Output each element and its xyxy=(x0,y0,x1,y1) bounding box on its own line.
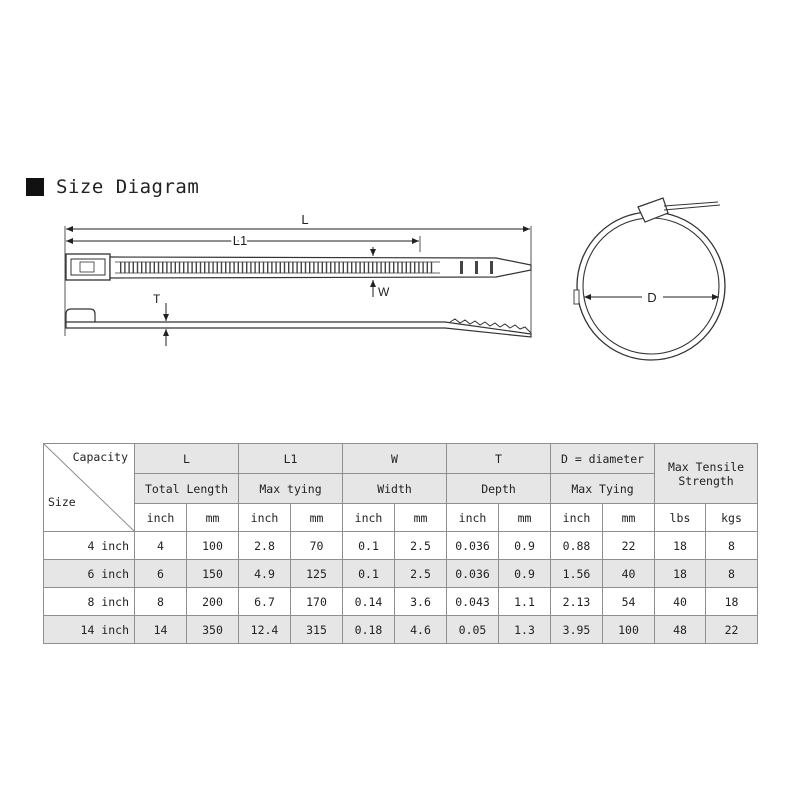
unit-cell: inch xyxy=(239,504,291,532)
table-cell: 0.036 xyxy=(447,560,499,588)
table-cell: 350 xyxy=(187,616,239,644)
row-size-label: 14 inch xyxy=(44,616,135,644)
table-cell: 18 xyxy=(655,532,706,560)
table-cell: 2.13 xyxy=(551,588,603,616)
unit-cell: inch xyxy=(447,504,499,532)
table-row xyxy=(44,532,758,560)
header-row-units xyxy=(44,504,758,532)
table-cell: 0.14 xyxy=(343,588,395,616)
table-cell: 0.9 xyxy=(499,560,551,588)
table-cell: 40 xyxy=(603,560,655,588)
dimension-T xyxy=(153,292,166,346)
table-cell: 3.6 xyxy=(395,588,447,616)
table-cell: 22 xyxy=(706,616,758,644)
looped-tie-view xyxy=(574,198,725,360)
table-cell: 48 xyxy=(655,616,706,644)
table-cell: 315 xyxy=(291,616,343,644)
unit-cell: mm xyxy=(499,504,551,532)
unit-cell: mm xyxy=(603,504,655,532)
dimension-D xyxy=(584,290,719,305)
header-name-total-length: Total Length xyxy=(135,474,239,504)
label-L: L xyxy=(301,212,309,227)
table-cell: 100 xyxy=(187,532,239,560)
unit-cell: inch xyxy=(343,504,395,532)
header-row-names xyxy=(44,474,758,504)
table-cell: 54 xyxy=(603,588,655,616)
corner-cell xyxy=(44,444,135,532)
table-cell: 4.9 xyxy=(239,560,291,588)
unit-cell: mm xyxy=(395,504,447,532)
header-symbol-w: W xyxy=(343,444,447,474)
table-cell: 0.043 xyxy=(447,588,499,616)
unit-cell: inch xyxy=(135,504,187,532)
table-cell: 150 xyxy=(187,560,239,588)
header-name-depth: Depth xyxy=(447,474,551,504)
table-cell: 0.9 xyxy=(499,532,551,560)
unit-cell: mm xyxy=(187,504,239,532)
table-row xyxy=(44,616,758,644)
cable-tie-side-view xyxy=(66,309,531,337)
table-cell: 170 xyxy=(291,588,343,616)
label-L1: L1 xyxy=(232,233,248,248)
header-max-tensile: Max Tensile Strength xyxy=(655,444,758,504)
cable-tie-top-view xyxy=(66,254,531,280)
dimension-L1 xyxy=(66,233,420,252)
table-cell: 2.8 xyxy=(239,532,291,560)
table-cell: 6.7 xyxy=(239,588,291,616)
table-cell: 6 xyxy=(135,560,187,588)
header-name-max-tying-l1: Max tying xyxy=(239,474,343,504)
corner-capacity-label: Capacity xyxy=(72,450,128,464)
table-cell: 0.1 xyxy=(343,560,395,588)
unit-cell: mm xyxy=(291,504,343,532)
table-cell: 4 xyxy=(135,532,187,560)
table-cell: 8 xyxy=(135,588,187,616)
table-cell: 40 xyxy=(655,588,706,616)
label-W: W xyxy=(378,285,390,299)
row-size-label: 6 inch xyxy=(44,560,135,588)
table-cell: 1.3 xyxy=(499,616,551,644)
unit-cell: inch xyxy=(551,504,603,532)
row-size-label: 4 inch xyxy=(44,532,135,560)
table-cell: 3.95 xyxy=(551,616,603,644)
row-size-label: 8 inch xyxy=(44,588,135,616)
header-symbol-l1: L1 xyxy=(239,444,343,474)
table-cell: 0.18 xyxy=(343,616,395,644)
table-cell: 125 xyxy=(291,560,343,588)
table-cell: 18 xyxy=(706,588,758,616)
table-cell: 2.5 xyxy=(395,560,447,588)
table-row xyxy=(44,560,758,588)
table-cell: 100 xyxy=(603,616,655,644)
table-cell: 0.1 xyxy=(343,532,395,560)
size-spec-table xyxy=(43,443,758,644)
label-D: D xyxy=(647,290,657,305)
unit-cell: kgs xyxy=(706,504,758,532)
table-cell: 14 xyxy=(135,616,187,644)
table-cell: 1.56 xyxy=(551,560,603,588)
header-symbol-t: T xyxy=(447,444,551,474)
header-name-max-tying-d: Max Tying xyxy=(551,474,655,504)
corner-size-label: Size xyxy=(48,495,76,509)
header-symbol-d: D = diameter xyxy=(551,444,655,474)
table-cell: 8 xyxy=(706,560,758,588)
header-name-width: Width xyxy=(343,474,447,504)
table-row xyxy=(44,588,758,616)
table-cell: 4.6 xyxy=(395,616,447,644)
header-row-symbols xyxy=(44,444,758,474)
table-cell: 22 xyxy=(603,532,655,560)
table-cell: 12.4 xyxy=(239,616,291,644)
page-title: Size Diagram xyxy=(56,176,200,198)
table-cell: 0.036 xyxy=(447,532,499,560)
table-cell: 200 xyxy=(187,588,239,616)
header-symbol-l: L xyxy=(135,444,239,474)
table-cell: 70 xyxy=(291,532,343,560)
table-cell: 1.1 xyxy=(499,588,551,616)
table-cell: 0.05 xyxy=(447,616,499,644)
table-cell: 2.5 xyxy=(395,532,447,560)
table-cell: 18 xyxy=(655,560,706,588)
unit-cell: lbs xyxy=(655,504,706,532)
table-cell: 0.88 xyxy=(551,532,603,560)
table-cell: 8 xyxy=(706,532,758,560)
label-T: T xyxy=(153,292,161,306)
